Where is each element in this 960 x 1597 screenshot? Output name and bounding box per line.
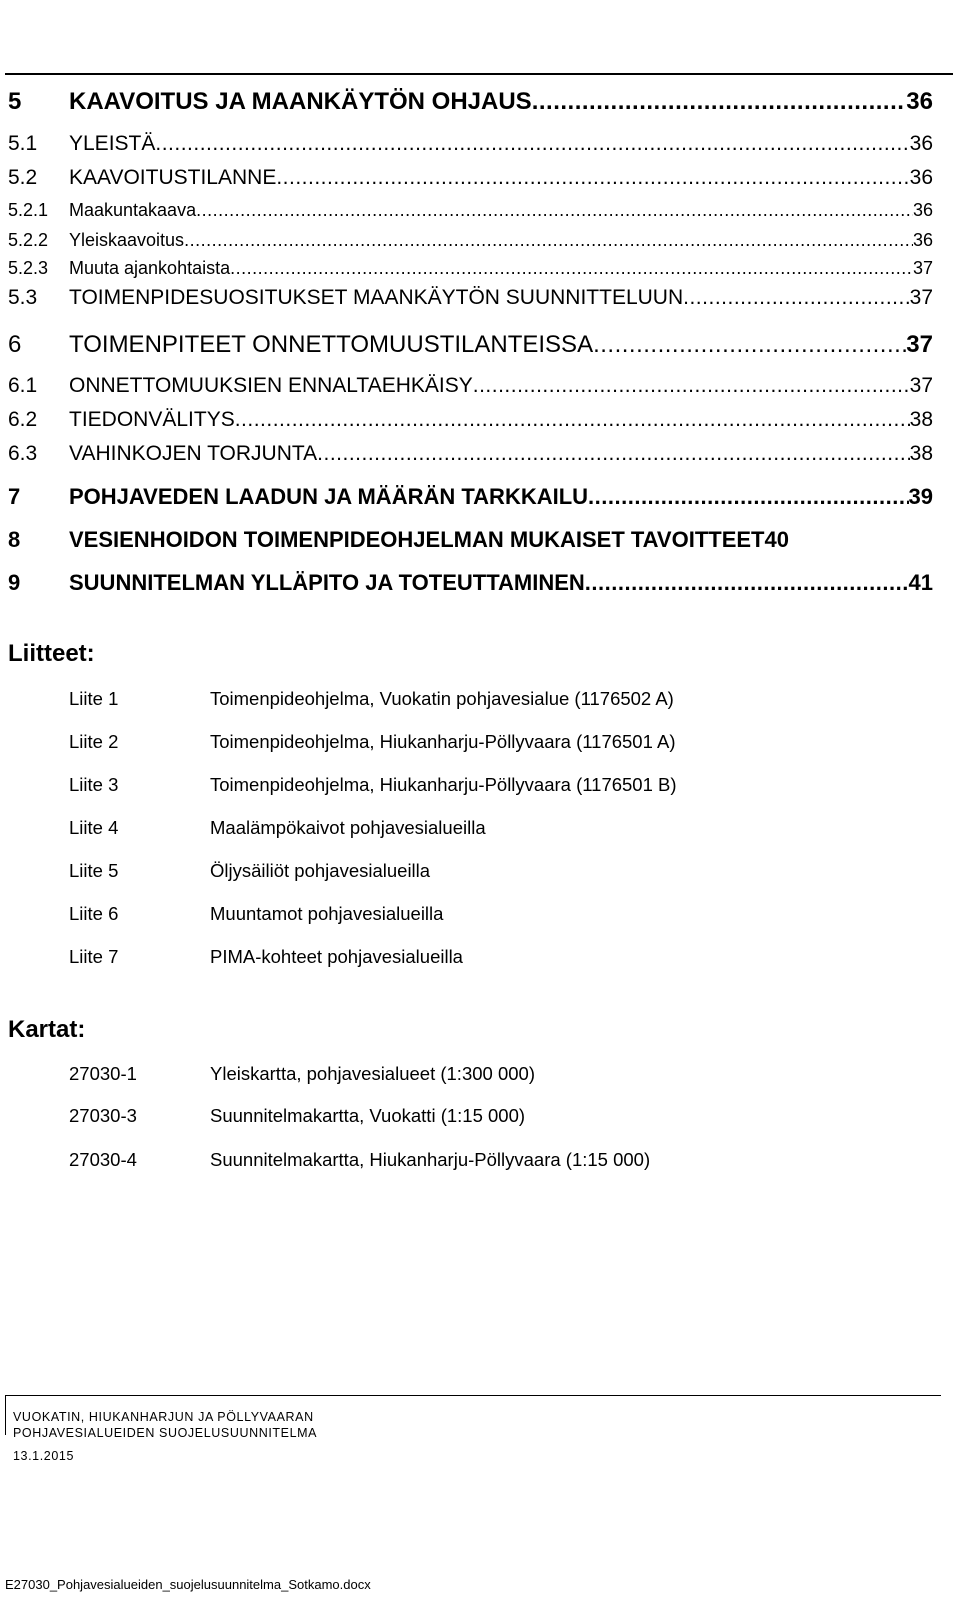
attachment-id: Liite 6: [69, 903, 119, 924]
toc-page: 38: [909, 442, 933, 465]
toc-title: KAAVOITUSTILANNE: [69, 166, 277, 189]
toc-number: 6: [8, 331, 22, 358]
toc-entry[interactable]: [8, 331, 933, 359]
map-id: 27030-1: [69, 1063, 137, 1084]
toc-number: 6.2: [8, 408, 38, 431]
attachment-item: [69, 774, 677, 796]
toc-page: 37: [906, 331, 933, 358]
footer-date: 13.1.2015: [13, 1449, 75, 1463]
toc-entry[interactable]: [8, 442, 933, 466]
attachment-item: [69, 688, 674, 710]
toc-leader: [588, 484, 908, 510]
map-text: Yleiskartta, pohjavesialueet (1:300 000): [210, 1063, 535, 1084]
toc-page: 38: [909, 408, 933, 431]
footer-rule-vertical: [5, 1395, 6, 1435]
attachment-item: [69, 946, 463, 968]
map-item: [69, 1063, 535, 1085]
toc-entry[interactable]: [8, 374, 933, 398]
toc-title: Yleiskaavoitus: [69, 230, 185, 250]
attachment-id: Liite 1: [69, 688, 119, 709]
footer-rule: [5, 1395, 941, 1396]
toc-title: TOIMENPITEET ONNETTOMUUSTILANTEISSA: [69, 331, 594, 358]
toc-leader: [593, 331, 906, 359]
toc-entry[interactable]: [8, 132, 933, 156]
toc-entry[interactable]: [8, 258, 933, 279]
footer-filename: E27030_Pohjavesialueiden_suojelusuunnitelma_Sotkamo.docx: [5, 1577, 371, 1592]
attachment-text: Toimenpideohjelma, Vuokatin pohjavesialue (1176502 A): [210, 688, 674, 709]
attachment-id: Liite 4: [69, 817, 119, 838]
toc-leader: [155, 132, 909, 156]
top-rule: [5, 73, 953, 75]
footer-project-line2: POHJAVESIALUEIDEN SUOJELUSUUNNITELMA: [13, 1426, 318, 1440]
attachment-text: Öljysäiliöt pohjavesialueilla: [210, 860, 431, 881]
toc-leader: [184, 230, 913, 251]
map-id: 27030-4: [69, 1149, 137, 1170]
toc-entry[interactable]: [8, 527, 933, 553]
footer-project-line1: VUOKATIN, HIUKANHARJUN JA PÖLLYVAARAN: [13, 1410, 314, 1424]
attachment-text: Muuntamot pohjavesialueilla: [210, 903, 444, 924]
toc-entry[interactable]: [8, 408, 933, 432]
toc-leader: [235, 408, 910, 432]
toc-page: 39: [908, 484, 933, 509]
toc-page: 36: [909, 132, 933, 155]
map-text: Suunnitelmakartta, Hiukanharju-Pöllyvaara (1:15 000): [210, 1149, 651, 1170]
toc-number: 5.1: [8, 132, 38, 155]
attachment-id: Liite 7: [69, 946, 119, 967]
toc-entry[interactable]: [8, 166, 933, 190]
toc-title: SUUNNITELMAN YLLÄPITO JA TOTEUTTAMINEN: [69, 570, 585, 595]
toc-number: 6.1: [8, 374, 38, 397]
attachments-heading: Liitteet:: [8, 640, 95, 667]
toc-entry[interactable]: [8, 200, 933, 221]
toc-number: 8: [8, 527, 21, 552]
toc-entry[interactable]: [8, 230, 933, 251]
toc-leader: [532, 88, 907, 116]
toc-page: 37: [909, 374, 933, 397]
toc-page: 36: [912, 230, 933, 250]
maps-heading: Kartat:: [8, 1016, 86, 1043]
toc-leader: [683, 286, 910, 310]
attachment-text: Toimenpideohjelma, Hiukanharju-Pöllyvaara (1176501 A): [210, 731, 676, 752]
toc-page: 36: [909, 166, 933, 189]
toc-leader: [276, 166, 909, 190]
toc-number: 6.3: [8, 442, 38, 465]
toc-leader: [230, 258, 913, 279]
toc-title: KAAVOITUS JA MAANKÄYTÖN OHJAUS: [69, 88, 532, 115]
attachment-id: Liite 2: [69, 731, 119, 752]
toc-leader: [317, 442, 909, 466]
attachment-item: [69, 731, 676, 753]
toc-number: 5.2.1: [8, 200, 49, 220]
toc-title: Muuta ajankohtaista: [69, 258, 231, 278]
toc-number: 5.3: [8, 286, 38, 309]
map-id: 27030-3: [69, 1105, 137, 1126]
toc-page: 37: [912, 258, 933, 278]
toc-entry[interactable]: [8, 88, 933, 116]
attachment-item: [69, 860, 430, 882]
toc-page: 40: [764, 527, 789, 552]
toc-page: 36: [906, 88, 933, 115]
toc-title: VAHINKOJEN TORJUNTA: [69, 442, 318, 465]
map-item: [69, 1149, 650, 1171]
toc-entry[interactable]: [8, 570, 933, 596]
toc-number: 9: [8, 570, 21, 595]
toc-page: 36: [912, 200, 933, 220]
map-text: Suunnitelmakartta, Vuokatti (1:15 000): [210, 1105, 526, 1126]
map-item: [69, 1105, 525, 1127]
attachment-text: Maalämpökaivot pohjavesialueilla: [210, 817, 486, 838]
toc-number: 5.2.2: [8, 230, 49, 250]
toc-number: 5.2.3: [8, 258, 49, 278]
toc-title: Maakuntakaava: [69, 200, 197, 220]
toc-page: 37: [909, 286, 933, 309]
toc-title: TIEDONVÄLITYS: [69, 408, 235, 431]
toc-number: 7: [8, 484, 21, 509]
attachment-text: PIMA-kohteet pohjavesialueilla: [210, 946, 463, 967]
toc-title: POHJAVEDEN LAADUN JA MÄÄRÄN TARKKAILU: [69, 484, 589, 509]
attachment-item: [69, 817, 486, 839]
toc-leader: [473, 374, 910, 398]
toc-number: 5: [8, 88, 22, 115]
toc-entry[interactable]: [8, 484, 933, 510]
toc-title: YLEISTÄ: [69, 132, 156, 155]
toc-entry[interactable]: [8, 286, 933, 310]
toc-leader: [196, 200, 913, 221]
toc-leader: [585, 570, 909, 596]
toc-title: VESIENHOIDON TOIMENPIDEOHJELMAN MUKAISET TAVOITTEET: [69, 527, 765, 552]
toc-number: 5.2: [8, 166, 38, 189]
toc-title: ONNETTOMUUKSIEN ENNALTAEHKÄISY: [69, 374, 473, 397]
toc-title: TOIMENPIDESUOSITUKSET MAANKÄYTÖN SUUNNITTELUUN: [69, 286, 684, 309]
attachment-id: Liite 5: [69, 860, 119, 881]
toc-page: 41: [908, 570, 933, 595]
attachment-item: [69, 903, 443, 925]
attachment-text: Toimenpideohjelma, Hiukanharju-Pöllyvaara (1176501 B): [210, 774, 677, 795]
attachment-id: Liite 3: [69, 774, 119, 795]
